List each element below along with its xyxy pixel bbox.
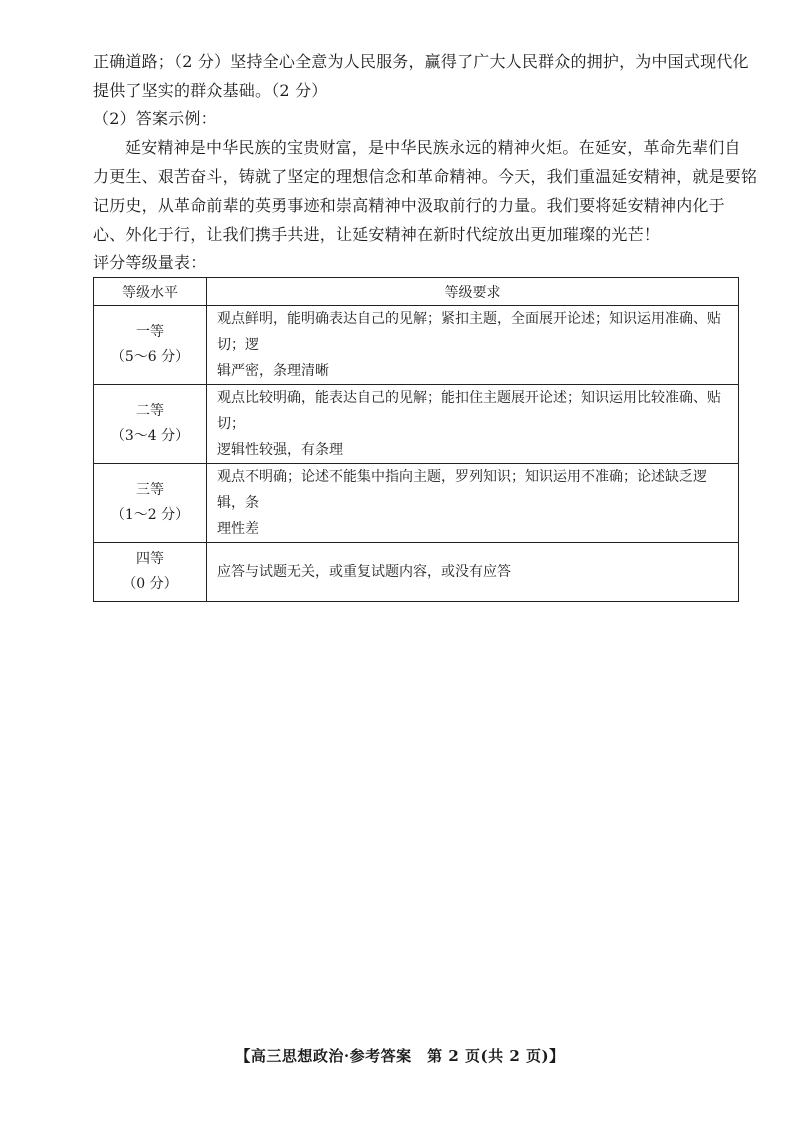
essay-line: 力更生、艰苦奋斗，铸就了坚定的理想信念和革命精神。今天，我们重温延安精神，就是要铭 [93, 167, 758, 186]
intro-line: 正确道路；（2 分）坚持全心全意为人民服务，赢得了广大人民群众的拥护，为中国式现代化 [93, 52, 749, 71]
table-header-row [94, 278, 739, 306]
grade-name: 三等 [136, 482, 164, 498]
grading-scale-table [93, 277, 739, 602]
grade-points: （3～4 分） [110, 428, 190, 444]
scale-title-text: 评分等级量表： [93, 253, 207, 272]
grade-level-cell [94, 464, 207, 543]
intro-line: 提供了坚实的群众基础。（2 分） [93, 81, 328, 100]
essay-line: 心、外化于行，让我们携手共进，让延安精神在新时代绽放出更加璀璨的光芒！ [93, 225, 661, 244]
requirement-line: 逻辑性较强，有条理 [217, 442, 343, 458]
grade-requirement-cell [207, 385, 739, 464]
grade-name: 二等 [136, 403, 164, 419]
table-row [94, 543, 739, 602]
table-row [94, 385, 739, 464]
grade-requirement-cell [207, 306, 739, 385]
grade-points: （5～6 分） [110, 349, 190, 365]
grade-requirement-cell [207, 543, 739, 602]
essay-line: 记历史，从革命前辈的英勇事迹和崇高精神中汲取前行的力量。我们要将延安精神内化于 [93, 196, 725, 215]
scale-title [93, 248, 743, 277]
requirement-line: 观点不明确；论述不能集中指向主题，罗列知识；知识运用不准确；论述缺乏逻辑，条 [217, 469, 707, 511]
essay-line: 延安精神是中华民族的宝贵财富，是中华民族永远的精神火炬。在延安，革命先辈们自 [125, 138, 741, 157]
page-footer: 【高三思想政治·参考答案 第 2 页(共 2 页)】 [235, 1047, 565, 1065]
grade-name: 四等 [136, 551, 164, 567]
answer-heading [93, 104, 743, 133]
header-grade-level: 等级水平 [94, 278, 207, 306]
requirement-line: 观点鲜明，能明确表达自己的见解；紧扣主题，全面展开论述；知识运用准确、贴切；逻 [217, 311, 721, 353]
requirement-line: 理性差 [217, 521, 259, 537]
grade-level-cell [94, 306, 207, 385]
grade-level-cell [94, 385, 207, 464]
table-row [94, 306, 739, 385]
answer-heading-text: （2）答案示例： [93, 109, 217, 128]
grade-name: 一等 [136, 324, 164, 340]
grade-points: （1～2 分） [110, 507, 190, 523]
essay-paragraph [93, 133, 758, 249]
intro-paragraph [93, 47, 749, 105]
grade-level-cell [94, 543, 207, 602]
header-grade-requirement: 等级要求 [207, 278, 739, 306]
requirement-line: 应答与试题无关，或重复试题内容，或没有应答 [217, 564, 511, 580]
requirement-line: 辑严密，条理清晰 [217, 363, 329, 379]
table-row [94, 464, 739, 543]
requirement-line: 观点比较明确，能表达自己的见解；能扣住主题展开论述；知识运用比较准确、贴切； [217, 390, 721, 432]
grade-points: （0 分） [122, 576, 178, 592]
grade-requirement-cell [207, 464, 739, 543]
